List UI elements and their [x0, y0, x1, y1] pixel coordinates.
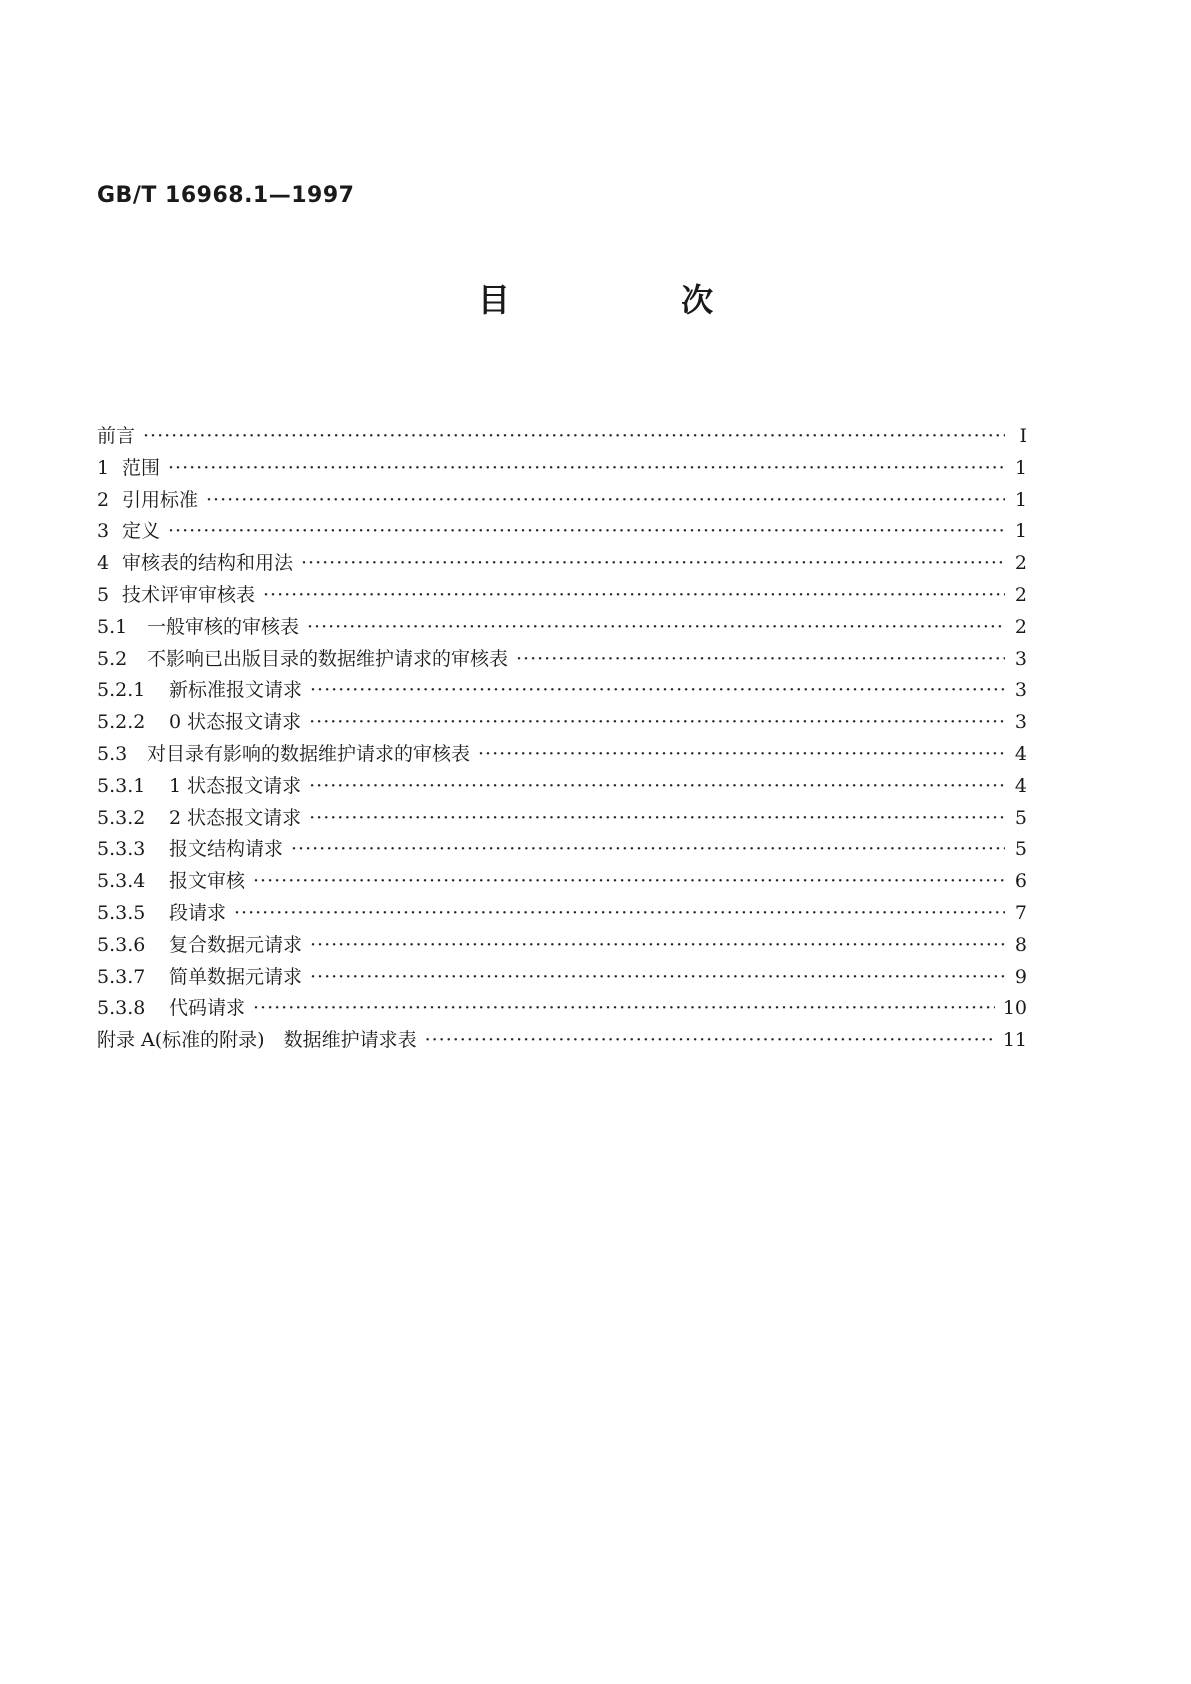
toc-entry-foreword[interactable] — [97, 421, 1027, 453]
toc-entry-page: 1 — [1014, 520, 1027, 543]
toc-leader-dots — [168, 520, 1005, 542]
toc-leader-dots — [206, 489, 1005, 511]
toc-leader-dots — [310, 934, 1005, 956]
toc-entry-page: 4 — [1014, 742, 1027, 765]
toc-entry-5-3-2[interactable] — [97, 803, 1027, 835]
toc-entry-3[interactable] — [97, 516, 1027, 548]
toc-entry-page: 11 — [1002, 1029, 1027, 1052]
toc-entry-page: 8 — [1014, 933, 1027, 956]
toc-entry-number: 1 — [97, 456, 110, 479]
toc-entry-label: 0 状态报文请求 — [169, 711, 302, 734]
toc-entry-label: 引用标准 — [122, 488, 199, 511]
toc-entry-page: 9 — [1014, 965, 1027, 988]
toc-entry-page: 2 — [1014, 583, 1027, 606]
toc-entry-label: 报文审核 — [169, 870, 246, 893]
toc-entry-5-2-1[interactable] — [97, 675, 1027, 707]
toc-entry-label: 新标准报文请求 — [169, 679, 303, 702]
toc-entry-page: 5 — [1014, 806, 1027, 829]
toc-leader-dots — [309, 807, 1005, 829]
toc-entry-number: 5.3.2 — [97, 806, 146, 829]
toc-entry-5-3-1[interactable] — [97, 771, 1027, 803]
toc-entry-label: 对目录有影响的数据维护请求的审核表 — [147, 742, 471, 765]
toc-title: 目 次 — [477, 281, 794, 319]
toc-entry-page: 2 — [1014, 615, 1027, 638]
toc-entry-5-3-3[interactable] — [97, 834, 1027, 866]
toc-entry-page: 4 — [1014, 774, 1027, 797]
table-of-contents — [97, 421, 1027, 1057]
toc-entry-page: 1 — [1014, 488, 1027, 511]
toc-entry-page: 10 — [1002, 997, 1027, 1020]
toc-entry-5-3-7[interactable] — [97, 962, 1027, 994]
toc-entry-number: 2 — [97, 488, 110, 511]
toc-leader-dots — [234, 902, 1005, 924]
toc-leader-dots — [253, 870, 1005, 892]
toc-leader-dots — [307, 616, 1005, 638]
toc-entry-page: 1 — [1014, 456, 1027, 479]
toc-leader-dots — [310, 679, 1005, 701]
toc-entry-label: 代码请求 — [169, 997, 246, 1020]
toc-entry-number: 5.3 — [97, 742, 128, 765]
toc-leader-dots — [516, 648, 1005, 670]
toc-entry-number: 5.1 — [97, 615, 128, 638]
toc-leader-dots — [143, 425, 1005, 447]
standard-number: GB/T 16968.1—1997 — [97, 183, 355, 208]
toc-entry-number: 5.2.1 — [97, 679, 146, 702]
toc-leader-dots — [309, 711, 1005, 733]
toc-entry-number: 5.2.2 — [97, 711, 146, 734]
toc-entry-label: 审核表的结构和用法 — [122, 552, 294, 575]
toc-entry-page: I — [1019, 425, 1027, 447]
toc-entry-number: 5.3.1 — [97, 774, 146, 797]
toc-entry-number: 3 — [97, 520, 110, 543]
toc-entry-appendix-a[interactable] — [97, 1025, 1027, 1057]
toc-leader-dots — [478, 743, 1005, 765]
toc-entry-label: 定义 — [122, 520, 161, 543]
toc-entry-number: 5.3.7 — [97, 965, 146, 988]
toc-entry-label: 附录 A(标准的附录) 数据维护请求表 — [97, 1029, 417, 1052]
toc-entry-number: 5.3.5 — [97, 901, 146, 924]
toc-entry-number: 4 — [97, 552, 110, 575]
toc-entry-label: 报文结构请求 — [169, 838, 284, 861]
toc-entry-page: 6 — [1014, 870, 1027, 893]
toc-leader-dots — [168, 457, 1005, 479]
toc-leader-dots — [301, 552, 1005, 574]
toc-leader-dots — [425, 1029, 995, 1051]
toc-entry-5-3-5[interactable] — [97, 898, 1027, 930]
toc-entry-page: 2 — [1014, 552, 1027, 575]
toc-entry-number: 5.3.3 — [97, 838, 146, 861]
toc-entry-5-2-2[interactable] — [97, 707, 1027, 739]
toc-entry-label: 1 状态报文请求 — [169, 774, 302, 797]
toc-entry-5-3-6[interactable] — [97, 930, 1027, 962]
toc-entry-5-3-8[interactable] — [97, 993, 1027, 1025]
toc-entry-page: 7 — [1014, 901, 1027, 924]
toc-entry-2[interactable] — [97, 485, 1027, 517]
toc-leader-dots — [310, 966, 1005, 988]
toc-entry-number: 5.2 — [97, 647, 128, 670]
toc-entry-page: 3 — [1014, 711, 1027, 734]
toc-entry-label: 前言 — [97, 425, 136, 447]
toc-entry-number: 5.3.4 — [97, 870, 146, 893]
toc-entry-label: 段请求 — [169, 901, 227, 924]
toc-entry-label: 不影响已出版目录的数据维护请求的审核表 — [147, 647, 509, 670]
toc-entry-number: 5.3.6 — [97, 933, 146, 956]
toc-leader-dots — [263, 584, 1005, 606]
toc-entry-label: 简单数据元请求 — [169, 965, 303, 988]
toc-entry-page: 3 — [1014, 679, 1027, 702]
toc-entry-5-1[interactable] — [97, 612, 1027, 644]
toc-entry-5-3[interactable] — [97, 739, 1027, 771]
toc-entry-label: 范围 — [122, 456, 161, 479]
toc-entry-1[interactable] — [97, 453, 1027, 485]
toc-entry-label: 一般审核的审核表 — [147, 615, 300, 638]
toc-entry-page: 3 — [1014, 647, 1027, 670]
toc-entry-5[interactable] — [97, 580, 1027, 612]
toc-entry-5-2[interactable] — [97, 644, 1027, 676]
toc-entry-page: 5 — [1014, 838, 1027, 861]
toc-leader-dots — [291, 838, 1005, 860]
toc-leader-dots — [309, 775, 1005, 797]
toc-leader-dots — [253, 997, 995, 1019]
toc-entry-label: 复合数据元请求 — [169, 933, 303, 956]
toc-entry-number: 5.3.8 — [97, 997, 146, 1020]
toc-entry-4[interactable] — [97, 548, 1027, 580]
toc-entry-label: 技术评审审核表 — [122, 583, 256, 606]
toc-entry-label: 2 状态报文请求 — [169, 806, 302, 829]
toc-entry-number: 5 — [97, 583, 110, 606]
toc-entry-5-3-4[interactable] — [97, 866, 1027, 898]
